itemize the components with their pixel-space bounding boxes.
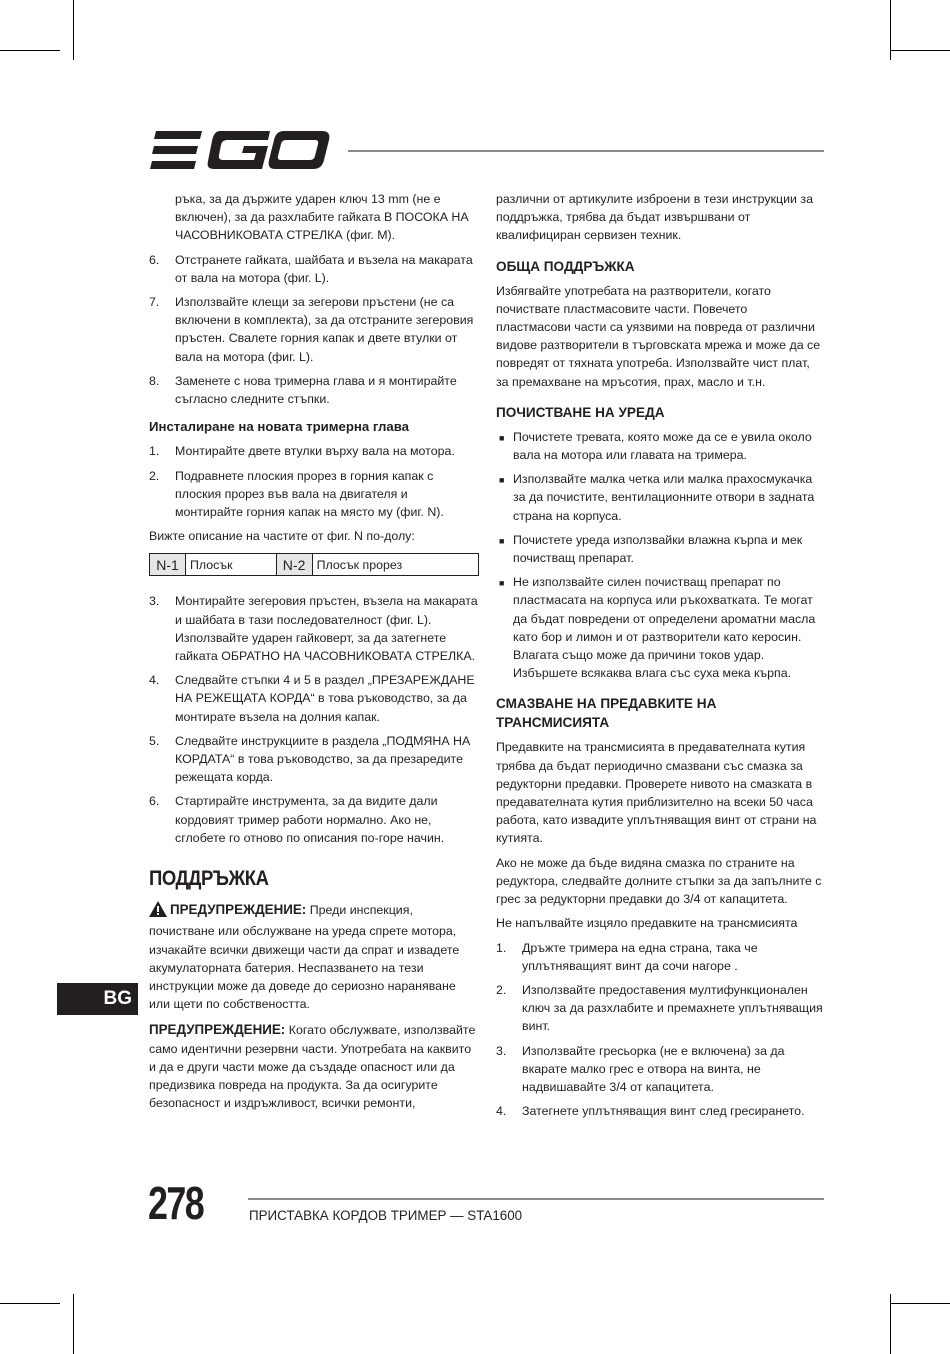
list-item: ■ Използвайте малка четка или малка прахосмукачка за да почистите, вентилационните отвори в задната страна на корпуса. (496, 470, 824, 525)
warning-paragraph (149, 1021, 479, 1112)
list-item: 4. Следвайте стъпки 4 и 5 в раздел „ПРЕЗАРЕЖДАНЕ НА РЕЖЕЩАТА КОРДА“ в това ръководство, за да монтирате възела на долния капак. (149, 673, 475, 724)
lubrication-text: Ако не може да бъде видяна смазка по страните на редуктора, следвайте долните стъпки за да запълните с грес за редукторни предавки до 3/4 от капацитета. (496, 855, 822, 907)
list-item: 1. Дръжте тримера на една страна, така че уплътняващият винт да сочи нагоре . (496, 940, 758, 973)
list-item: 5. Следвайте инструкциите в раздела „ПОДМЯНА НА КОРДАТА“ в това ръководство, за да презаредите режещата корда. (149, 733, 471, 785)
list-item: 7. Използвайте клещи за зегерови пръстени (не са включени в комплекта), за да отстраните зегеровия пръстен. Свалете горния капак и двете втулки от вала на мотора (фиг. L). (149, 295, 474, 364)
right-column (496, 190, 824, 1126)
list-item: 4. Затегнете уплътняващия винт след гресирането. (496, 1104, 805, 1119)
lubrication-steps (496, 939, 824, 1121)
page-number: 278 (148, 1177, 204, 1229)
crop-mark (0, 50, 60, 51)
table-cell-code: N-2 (276, 554, 312, 576)
continuation-text: ръка, за да държите ударен ключ 13 mm (не е включен), за да разхлабите гайката В ПОСОКА НА ЧАСОВНИКОВАТА СТРЕЛКА (фиг. M). (175, 192, 469, 243)
list-item: 2. Използвайте предоставения мултифункционален ключ за да разхлабите и премахнете уплътняващия винт. (496, 982, 823, 1034)
warning-triangle-icon (149, 901, 167, 922)
bullet-square-icon: ■ (499, 475, 505, 486)
footer-rule (248, 1198, 824, 1200)
warning-label: ПРЕДУПРЕЖДЕНИЕ: (170, 902, 307, 918)
crop-mark (890, 50, 950, 51)
general-maintenance-heading: ОБЩА ПОДДРЪЖКА (496, 258, 635, 274)
bullet-square-icon: ■ (499, 578, 505, 589)
cleaning-bullets (496, 428, 824, 683)
see-description-text: Вижте описание на частите от фиг. N по-долу: (149, 529, 415, 544)
list-item: 3. Монтирайте зегеровия пръстен, възела на макарата и шайбата в тази последователност (фиг. L). Използвайте ударен гайковерт, за да затегнете гайката ОБРАТНО НА ЧАСОВНИКОВАТА СТРЕЛКА. (149, 594, 478, 664)
warning-text: Преди инспекция, почистване или обслужване на уреда спрете мотора, изчакайте всички движещи части да спрат и извадете акумулаторната батерия. Неспазването на тези инструкции може да доведе до сериозно нараняване или щети по собствеността. (149, 903, 460, 1012)
steps-list-a (149, 251, 479, 409)
crop-mark (0, 1303, 60, 1304)
language-tab: BG (57, 983, 138, 1015)
table-cell-code: N-1 (150, 554, 186, 576)
list-item: 6. Стартирайте инструмента, за да видите дали кордовият тример работи нормално. Ако не, сглобете го отново по описания по-горе начин. (149, 794, 445, 845)
lubrication-text: Не напълвайте изцяло предавките на трансмисията (496, 916, 798, 931)
parts-table (149, 553, 479, 576)
list-item: 6. Отстранете гайката, шайбата и възела на макарата от вала на мотора (фиг. L). (149, 252, 473, 285)
list-item: ■ Почистете тревата, която може да се е увила около вала на мотора или главата на тримера. (496, 428, 824, 464)
table-cell-label: Плосък прорез (312, 554, 478, 576)
maintenance-heading: ПОДДРЪЖКА (149, 867, 269, 891)
lubrication-heading: СМАЗВАНЕ НА ПРЕДАВКИТЕ НА ТРАНСМИСИЯТА (496, 696, 717, 731)
warning-paragraph (149, 901, 479, 1013)
bullet-square-icon: ■ (499, 535, 505, 546)
list-item: 8. Заменете с нова тримерна глава и я монтирайте съгласно следните стъпки. (149, 373, 457, 407)
continuation-text: различни от артикулите изброени в тези инструкции за поддръжка, трябва да бъдат извършвани от квалифициран сервизен техник. (496, 192, 813, 243)
table-cell-label: Плосък (186, 554, 277, 576)
footer-title: ПРИСТАВКА КОРДОВ ТРИМЕР — STA1600 (249, 1208, 523, 1223)
lubrication-text: Предавките на трансмисията в предавателната кутия трябва да бъдат периодично смазвани със смазка за редукторни предавки. Проверете нивото на смазката в предавателната кутия приблизително на всеки 50 часа работа, като извадите уплътняващия винт от страни на кутията. (496, 740, 817, 846)
steps-list-b (149, 442, 479, 521)
crop-mark (890, 1303, 950, 1304)
table-row (150, 554, 479, 576)
crop-mark (73, 1294, 74, 1354)
list-item: 2. Подравнете плоския прорез в горния капак с плоския прорез във вала на двигателя и монтирайте горния капак на място му (фиг. N). (149, 468, 444, 520)
ego-logo (150, 131, 330, 171)
bullet-square-icon: ■ (499, 432, 505, 443)
install-heading: Инсталиране на новата тримерна глава (149, 419, 409, 435)
crop-mark (73, 0, 74, 60)
list-item: ■ Не използвайте силен почистващ препарат по пластмасата на корпуса или ръкохватката. Те могат да бъдат повредени от определени ароматни масла като бор и лимон и от разтворители като керосин. Влагата също може да причини токов удар. Избършете всякаква влага със суха мека кърпа. (496, 573, 824, 682)
steps-list-c (149, 592, 479, 847)
cleaning-heading: ПОЧИСТВАНЕ НА УРЕДА (496, 404, 665, 420)
list-item: ■ Почистете уреда използвайки влажна кърпа и мек почистващ препарат. (496, 531, 824, 567)
list-item: 1. Монтирайте двете втулки върху вала на мотора. (149, 444, 455, 459)
warning-text: Когато обслужвате, използвайте само идентични резервни части. Употребата на каквито и да е други части може да създаде опасност или да предизвика повреда на продукта. За да осигурите безопасност и издръжливост, всички ремонти, (149, 1023, 476, 1111)
list-item: 3. Използвайте гресьорка (не е включена) за да вкарате малко грес е отвора на винта, не надвишавайте 3/4 от капацитета. (496, 1043, 785, 1094)
warning-label: ПРЕДУПРЕЖДЕНИЕ: (149, 1022, 286, 1038)
header-rule (348, 150, 824, 152)
left-column (149, 190, 479, 1118)
crop-mark (890, 0, 891, 60)
general-maintenance-text: Избягвайте употребата на разтворители, когато почиствате пластмасовите части. Повечето пластмасови части са уязвими на повреда от различни видове разтворители в търговската мрежа и може да се повредят от тяхната употреба. Използвайте чист плат, за премахване на мръсотия, прах, масло и т.н. (496, 283, 821, 389)
